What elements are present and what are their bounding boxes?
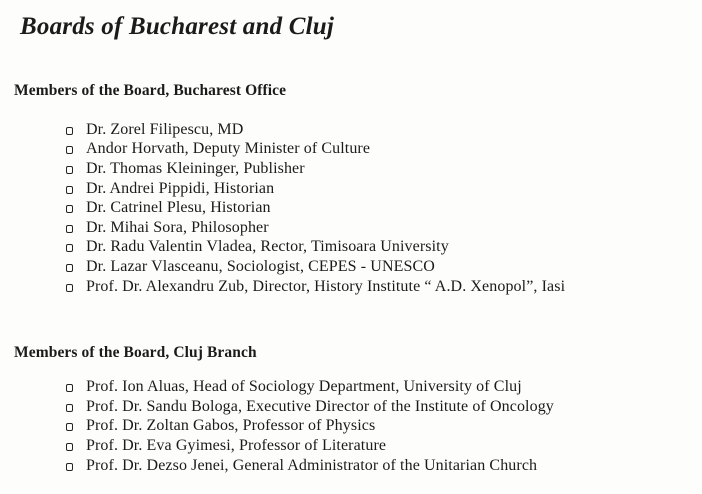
section-cluj-branch [14, 344, 684, 475]
list-item [66, 120, 684, 140]
section-bucharest-office [14, 82, 684, 296]
list-item [66, 179, 684, 199]
member-text: Dr. Lazar Vlasceanu, Sociologist, CEPES - UNESCO [86, 257, 435, 275]
member-text: Prof. Dr. Zoltan Gabos, Professor of Physics [86, 417, 376, 435]
square-bullet-icon [66, 205, 73, 213]
member-text: Prof. Dr. Alexandru Zub, Director, History Institute “ A.D. Xenopol”, Iasi [86, 277, 566, 295]
list-item [66, 377, 684, 397]
list-item [66, 257, 684, 277]
section-heading: Members of the Board, Cluj Branch [14, 344, 257, 362]
list-item [66, 218, 684, 238]
member-text: Dr. Andrei Pippidi, Historian [86, 179, 275, 197]
list-item [66, 238, 684, 258]
member-text: Prof. Dr. Eva Gyimesi, Professor of Literature [86, 436, 387, 454]
square-bullet-icon [66, 463, 73, 471]
square-bullet-icon [66, 244, 73, 252]
document-title: Boards of Bucharest and Cluj [20, 13, 335, 40]
list-item [66, 159, 684, 179]
square-bullet-icon [66, 146, 73, 154]
square-bullet-icon [66, 264, 73, 272]
section-heading: Members of the Board, Bucharest Office [14, 82, 287, 99]
member-text: Dr. Radu Valentin Vladea, Rector, Timisoara University [86, 238, 449, 256]
list-item [66, 397, 684, 417]
list-item [66, 436, 684, 456]
square-bullet-icon [66, 404, 73, 412]
square-bullet-icon [66, 186, 73, 194]
square-bullet-icon [66, 384, 73, 392]
member-text: Dr. Catrinel Plesu, Historian [86, 199, 271, 217]
member-text: Prof. Ion Aluas, Head of Sociology Department, University of Cluj [86, 378, 522, 396]
square-bullet-icon [66, 225, 73, 233]
member-text: Prof. Dr. Sandu Bologa, Executive Director of the Institute of Oncology [86, 397, 554, 415]
list-item [66, 140, 684, 160]
member-text: Dr. Mihai Sora, Philosopher [86, 218, 269, 236]
member-list [66, 377, 684, 475]
member-text: Andor Horvath, Deputy Minister of Culture [86, 140, 371, 158]
list-item [66, 198, 684, 218]
list-item [66, 417, 684, 437]
member-text: Prof. Dr. Dezso Jenei, General Administrator of the Unitarian Church [86, 456, 538, 474]
member-text: Dr. Zorel Filipescu, MD [86, 120, 244, 138]
member-text: Dr. Thomas Kleininger, Publisher [86, 159, 305, 177]
square-bullet-icon [66, 423, 73, 431]
square-bullet-icon [66, 166, 73, 174]
square-bullet-icon [66, 284, 73, 292]
member-list [66, 120, 684, 296]
list-item [66, 456, 684, 476]
square-bullet-icon [66, 443, 73, 451]
list-item [66, 277, 684, 297]
square-bullet-icon [66, 127, 73, 135]
